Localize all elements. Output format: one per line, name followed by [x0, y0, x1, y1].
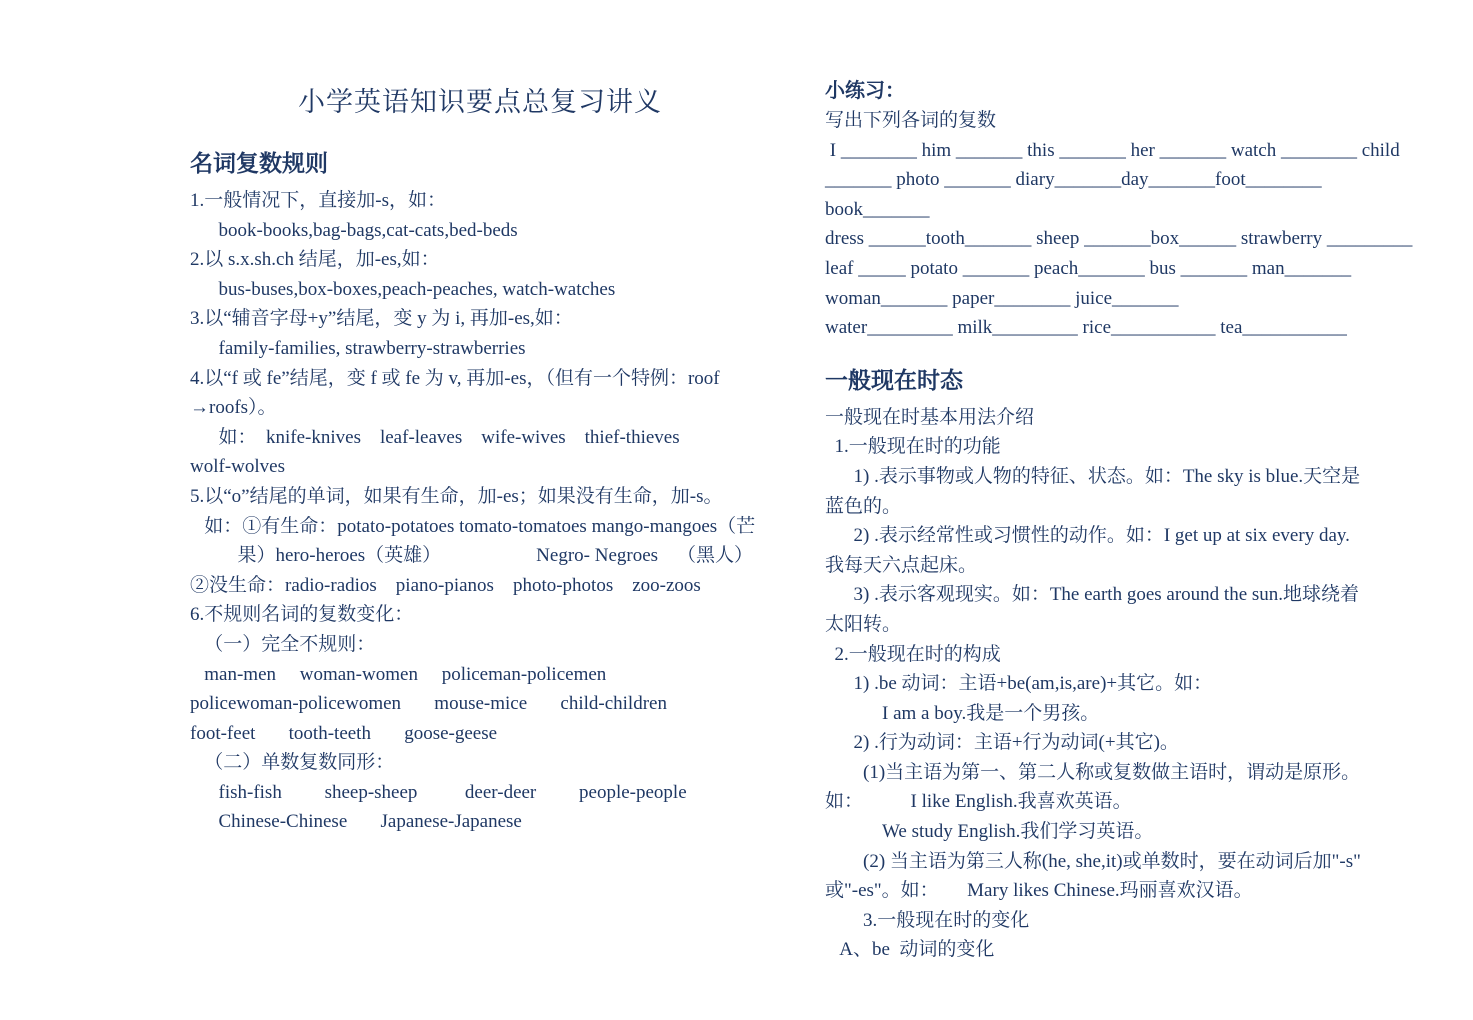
text-line: foot-feet tooth-teeth goose-geese	[190, 722, 498, 744]
text-line: （一）完全不规则：	[190, 633, 376, 655]
exercise-line: water_________ milk_________ rice___________ tea___________	[825, 317, 1347, 339]
text-line: →roofs）。	[190, 397, 277, 419]
exercise-heading: 小练习：	[825, 80, 905, 102]
text-line: bus-buses,box-boxes,peach-peaches, watch-watches	[190, 278, 616, 300]
exercise-lines	[825, 106, 1425, 343]
section-heading-noun-plural-rules: 名词复数规则	[190, 151, 328, 176]
exercise-line: leaf _____ potato _______ peach_______ bus _______ man_______	[825, 257, 1352, 279]
text-line: We study English.我们学习英语。	[825, 821, 1154, 843]
text-line: 1) .表示事物或人物的特征、状态。如：The sky is blue.天空是	[825, 465, 1361, 487]
text-line: 一般现在时基本用法介绍	[825, 406, 1035, 428]
text-line: 太阳转。	[825, 613, 902, 635]
text-line: 5.以“o”结尾的单词，如果有生命，加-es；如果没有生命，加-s。	[190, 485, 723, 507]
exercise-line: I ________ him _______ this _______ her _______ watch ________ child	[825, 139, 1400, 161]
text-line: 2.以 s.x.sh.ch 结尾，加-es,如：	[190, 249, 440, 271]
text-line: A、be 动词的变化	[825, 939, 995, 961]
text-line: 1.一般情况下，直接加-s，如：	[190, 190, 446, 211]
text-line: 1.一般现在时的功能	[825, 436, 1001, 458]
text-line: Chinese-Chinese Japanese-Japanese	[190, 811, 522, 833]
exercise-line: woman_______ paper________ juice_______	[825, 287, 1179, 309]
text-line: 蓝色的。	[825, 495, 902, 517]
text-line: 如： I like English.我喜欢英语。	[825, 791, 1132, 813]
text-line: 3.一般现在时的变化	[825, 909, 1030, 931]
document-title: 小学英语知识要点总复习讲义	[298, 87, 662, 117]
noun-plural-rules-lines	[190, 186, 782, 837]
exercise-line: _______ photo _______ diary_______day_______foot________ book_______	[825, 169, 1327, 220]
text-line: 如：①有生命：potato-potatoes tomato-tomatoes mango-mangoes（芒	[190, 515, 756, 537]
text-line: ②没生命：radio-radios piano-pianos photo-photos zoo-zoos	[190, 574, 701, 596]
present-tense-lines	[825, 403, 1425, 965]
text-line: 如： knife-knives leaf-leaves wife-wives thief-thieves	[190, 426, 680, 448]
text-line: 2) .行为动词：主语+行为动词(+其它)。	[825, 732, 1179, 754]
exercise-line: dress ______tooth_______ sheep _______box______ strawberry _________	[825, 228, 1413, 250]
text-line: I am a boy.我是一个男孩。	[825, 702, 1100, 724]
text-line: book-books,bag-bags,cat-cats,bed-beds	[190, 219, 518, 241]
text-line: 2.一般现在时的构成	[825, 643, 1001, 665]
text-line: 或"-es"。如： Mary likes Chinese.玛丽喜欢汉语。	[825, 880, 1253, 902]
text-line: policewoman-policewomen mouse-mice child-children	[190, 693, 667, 715]
text-line: （二）单数复数同形：	[190, 752, 395, 774]
left-column	[190, 148, 782, 837]
text-line: 6.不规则名词的复数变化：	[190, 604, 414, 626]
text-line: fish-fish sheep-sheep deer-deer people-people	[190, 781, 687, 803]
text-line: 3) .表示客观现实。如：The earth goes around the sun.地球绕着	[825, 584, 1360, 606]
text-line: family-families, strawberry-strawberries	[190, 337, 526, 359]
text-line: (2) 当主语为第三人称(he, she,it)或单数时，要在动词后加"-s"	[825, 850, 1361, 872]
text-line: wolf-wolves	[190, 456, 285, 478]
section-heading-present-tense: 一般现在时态	[825, 367, 963, 393]
text-line: man-men woman-women policeman-policemen	[190, 663, 607, 685]
right-column	[825, 76, 1425, 965]
text-line: 我每天六点起床。	[825, 554, 978, 576]
text-line: 果）hero-heroes（英雄） Negro- Negroes （黑人）	[190, 545, 754, 567]
text-line: 4.以“f 或 fe”结尾，变 f 或 fe 为 v, 再加-es，（但有一个特例：roof	[190, 367, 720, 389]
text-line: 2) .表示经常性或习惯性的动作。如：I get up at six every day.	[825, 525, 1350, 547]
exercise-line: 写出下列各词的复数	[825, 110, 997, 131]
text-line: (1)当主语为第一、第二人称或复数做主语时，谓动是原形。	[825, 761, 1361, 783]
text-line: 1) .be 动词：主语+be(am,is,are)+其它。如：	[825, 673, 1213, 695]
text-line: 3.以“辅音字母+y”结尾，变 y 为 i, 再加-es,如：	[190, 308, 573, 330]
